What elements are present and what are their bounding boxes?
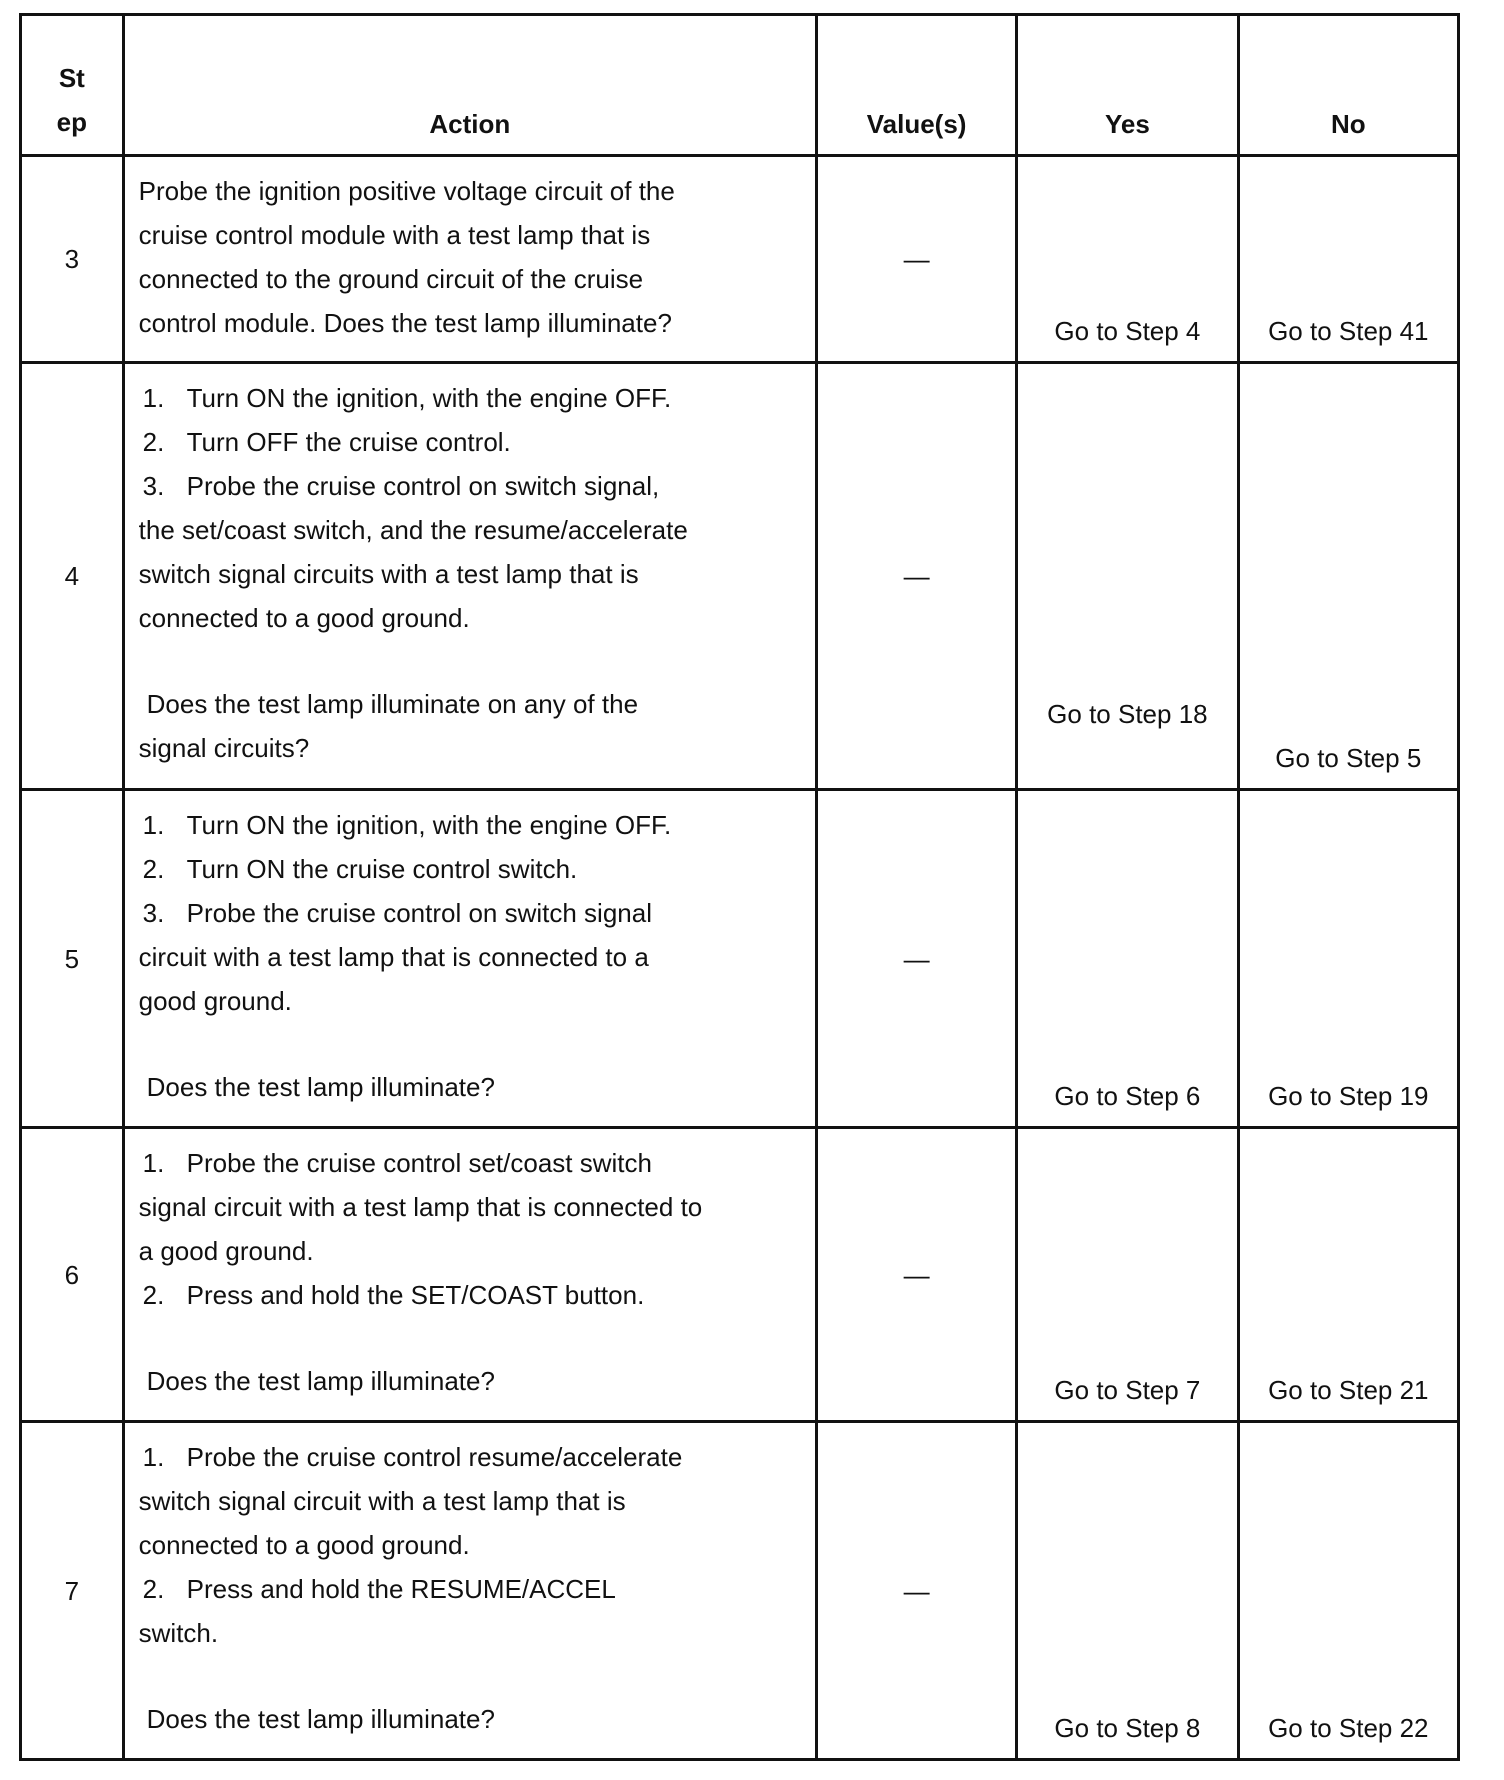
action-cell xyxy=(123,156,816,363)
item-text: Turn ON the cruise control switch. xyxy=(186,854,578,884)
item-text: Turn ON the ignition, with the engine OFF. xyxy=(186,383,672,413)
action-line: connected to the ground circuit of the cruise xyxy=(138,264,644,294)
header-yes: Yes xyxy=(1017,15,1238,156)
no-cell: Go to Step 21 xyxy=(1238,1128,1458,1422)
action-line: switch signal circuit with a test lamp that is xyxy=(138,1486,626,1516)
no-cell: Go to Step 5 xyxy=(1238,363,1458,790)
action-question: Does the test lamp illuminate on any of the xyxy=(146,689,639,719)
item-text: Probe the cruise control resume/accelerate xyxy=(186,1442,683,1472)
action-line: signal circuit with a test lamp that is connected to xyxy=(138,1192,703,1222)
item-number: 3. xyxy=(142,898,165,928)
action-cell xyxy=(123,363,816,790)
yes-cell: Go to Step 7 xyxy=(1017,1128,1238,1422)
item-text: Turn OFF the cruise control. xyxy=(186,427,511,457)
item-text: Probe the cruise control on switch signal, xyxy=(186,471,660,501)
action-line: Probe the ignition positive voltage circuit of the xyxy=(138,176,675,206)
item-text: Turn ON the ignition, with the engine OFF. xyxy=(186,810,672,840)
header-action: Action xyxy=(123,15,816,156)
action-line: circuit with a test lamp that is connected to a xyxy=(138,942,649,972)
action-question-continued: signal circuits? xyxy=(138,733,310,763)
action-item xyxy=(139,891,755,935)
action-line: control module. Does the test lamp illuminate? xyxy=(138,308,672,338)
header-no: No xyxy=(1238,15,1458,156)
action-question: Does the test lamp illuminate? xyxy=(146,1704,495,1734)
action-line: cruise control module with a test lamp that is xyxy=(138,220,651,250)
header-step-line1: St xyxy=(58,63,85,93)
diagnostic-table xyxy=(19,13,1460,1761)
action-line: good ground. xyxy=(138,986,292,1016)
header-step xyxy=(21,15,124,156)
action-line: connected to a good ground. xyxy=(138,1530,470,1560)
action-line: switch. xyxy=(138,1618,219,1648)
yes-cell: Go to Step 6 xyxy=(1017,790,1238,1128)
table-row xyxy=(21,363,1459,790)
item-number: 2. xyxy=(142,427,165,457)
spacer xyxy=(139,640,755,682)
step-number: 4 xyxy=(21,363,124,790)
value-cell: — xyxy=(816,790,1016,1128)
spacer xyxy=(139,1317,755,1359)
action-cell xyxy=(123,790,816,1128)
item-text: Press and hold the SET/COAST button. xyxy=(186,1280,645,1310)
action-question: Does the test lamp illuminate? xyxy=(146,1366,495,1396)
no-cell: Go to Step 22 xyxy=(1238,1422,1458,1760)
action-item xyxy=(139,1273,755,1317)
value-cell: — xyxy=(816,1422,1016,1760)
no-cell: Go to Step 41 xyxy=(1238,156,1458,363)
step-number: 6 xyxy=(21,1128,124,1422)
table-row xyxy=(21,1128,1459,1422)
action-cell xyxy=(123,1422,816,1760)
no-cell: Go to Step 19 xyxy=(1238,790,1458,1128)
spacer xyxy=(139,1655,755,1697)
table-row xyxy=(21,1422,1459,1760)
action-item xyxy=(139,803,755,847)
action-item xyxy=(139,464,755,508)
yes-cell xyxy=(1017,363,1238,790)
item-number: 3. xyxy=(142,471,165,501)
item-number: 2. xyxy=(142,854,165,884)
yes-text: Go to Step 18 xyxy=(1047,699,1208,729)
item-number: 1. xyxy=(142,810,165,840)
header-values: Value(s) xyxy=(816,15,1016,156)
yes-cell: Go to Step 4 xyxy=(1017,156,1238,363)
action-question: Does the test lamp illuminate? xyxy=(146,1072,495,1102)
yes-cell: Go to Step 8 xyxy=(1017,1422,1238,1760)
item-text: Press and hold the RESUME/ACCEL xyxy=(186,1574,616,1604)
value-cell: — xyxy=(816,1128,1016,1422)
action-item xyxy=(139,1435,755,1479)
step-number: 7 xyxy=(21,1422,124,1760)
action-item xyxy=(139,847,755,891)
value-cell: — xyxy=(816,363,1016,790)
action-cell xyxy=(123,1128,816,1422)
action-line: connected to a good ground. xyxy=(138,603,470,633)
item-number: 1. xyxy=(142,383,165,413)
action-item xyxy=(139,420,755,464)
action-line: the set/coast switch, and the resume/accelerate xyxy=(138,515,688,545)
value-cell: — xyxy=(816,156,1016,363)
item-text: Probe the cruise control on switch signal xyxy=(186,898,652,928)
action-line: switch signal circuits with a test lamp that is xyxy=(138,559,639,589)
item-number: 2. xyxy=(142,1574,165,1604)
action-line: a good ground. xyxy=(138,1236,314,1266)
spacer xyxy=(139,1023,755,1065)
item-number: 1. xyxy=(142,1442,165,1472)
action-item xyxy=(139,1567,755,1611)
header-step-line2: ep xyxy=(56,107,87,137)
header-row xyxy=(21,15,1459,156)
step-number: 3 xyxy=(21,156,124,363)
action-item xyxy=(139,1141,755,1185)
item-number: 2. xyxy=(142,1280,165,1310)
action-item xyxy=(139,376,755,420)
step-number: 5 xyxy=(21,790,124,1128)
table-row xyxy=(21,156,1459,363)
item-text: Probe the cruise control set/coast switch xyxy=(186,1148,652,1178)
item-number: 1. xyxy=(142,1148,165,1178)
table-row xyxy=(21,790,1459,1128)
